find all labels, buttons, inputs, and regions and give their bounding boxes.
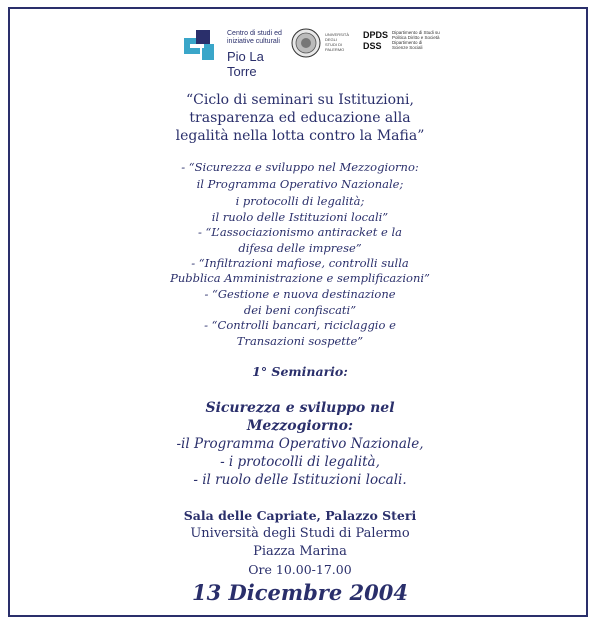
seminar-line4: - i protocolli di legalità, xyxy=(220,454,380,470)
cycle-title-line2: trasparenza ed educazione alla xyxy=(189,110,411,126)
topic-line: - “Controlli bancari, riciclaggio e xyxy=(204,318,396,332)
topic-line: dei beni confiscati” xyxy=(243,303,357,317)
topic-line: - “Infiltrazioni mafiose, controlli sulla xyxy=(191,256,409,270)
university-line3: STUDI DI PALERMO xyxy=(325,42,345,52)
topic-line: - “Gestione e nuova destinazione xyxy=(204,287,396,301)
department-line1: Dipartimento di Studi su xyxy=(392,30,440,35)
seminar-title-line2: Mezzogiorno: xyxy=(246,418,354,434)
venue-university: Università degli Studi di Palermo xyxy=(190,526,410,541)
department-line4: Scienze Sociali xyxy=(392,45,423,50)
seminar-title-line1: Sicurezza e sviluppo nel xyxy=(205,400,395,416)
logo-name: Pio La Torre xyxy=(227,49,264,79)
logo-subtitle-line2: iniziative culturali xyxy=(227,38,280,45)
pio-la-torre-icon xyxy=(182,28,222,64)
university-line1: UNIVERSITÀ xyxy=(325,32,350,37)
topic-line: difesa delle imprese” xyxy=(238,241,362,255)
topic-line: il ruolo delle Istituzioni locali” xyxy=(211,210,389,224)
topic-line: - “Sicurezza e sviluppo nel Mezzogiorno: xyxy=(181,160,419,174)
venue-hours: Ore 10.00-17.00 xyxy=(248,562,352,577)
cycle-title-line3: legalità nella lotta contro la Mafia” xyxy=(175,128,425,144)
topic-line: - “L’associazionismo antiracket e la xyxy=(197,225,403,239)
department-line3: Dipartimento di xyxy=(392,40,423,45)
seminar-line5: - il ruolo delle Istituzioni locali. xyxy=(193,472,407,488)
dpds-label: DPDS xyxy=(363,30,389,40)
university-name xyxy=(325,32,359,52)
seminar-line3: -il Programma Operativo Nazionale, xyxy=(176,436,424,452)
university-seal-icon xyxy=(291,28,321,58)
pio-la-torre-logo xyxy=(182,28,292,79)
department-names xyxy=(392,30,442,50)
logo-subtitle xyxy=(227,30,282,46)
topic-line: il Programma Operativo Nazionale; xyxy=(196,177,404,191)
topic-line: Pubblica Amministrazione e semplificazioni” xyxy=(170,271,430,285)
university-line2: DEGLI xyxy=(325,37,338,42)
cycle-title-line1: “Ciclo di seminari su Istituzioni, xyxy=(186,92,414,108)
dpds-logo xyxy=(363,30,388,52)
venue-hall: Sala delle Capriate, Palazzo Steri xyxy=(183,508,417,523)
department-line2: Politica Diritto e Società xyxy=(392,35,440,40)
seminar-heading: 1° Seminario: xyxy=(252,364,348,379)
venue-square: Piazza Marina xyxy=(253,544,347,559)
dss-label: DSS xyxy=(363,41,382,51)
topic-line: Transazioni sospette” xyxy=(236,334,364,348)
event-date: 13 Dicembre 2004 xyxy=(192,580,408,605)
logo-subtitle-line1: Centro di studi ed xyxy=(227,30,282,37)
topic-line: i protocolli di legalità; xyxy=(235,194,365,208)
